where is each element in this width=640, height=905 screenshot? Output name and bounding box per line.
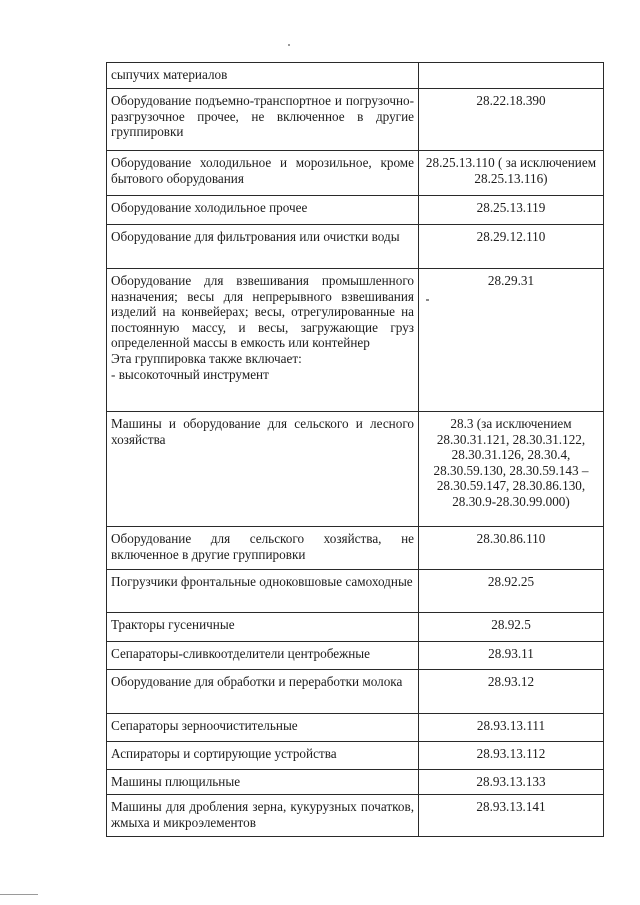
equipment-name-cell: Тракторы гусеничные: [107, 613, 419, 642]
footer-rule: [0, 894, 38, 895]
table-row: [107, 269, 604, 412]
table-row: [107, 742, 604, 770]
okpd-code-cell: 28.93.13.111: [419, 714, 604, 742]
okpd-code-cell: [419, 63, 604, 89]
okpd-code-cell: 28.22.18.390: [419, 89, 604, 151]
table-row: [107, 527, 604, 570]
table-row: [107, 570, 604, 613]
equipment-name-cell: Машины для дробления зерна, кукурузных початков, жмыха и микроэлементов: [107, 795, 419, 837]
equipment-name-cell: Оборудование холодильное и морозильное, кроме бытового оборудования: [107, 151, 419, 196]
okpd-code-cell: 28.93.13.133: [419, 770, 604, 795]
equipment-name-cell: сыпучих материалов: [107, 63, 419, 89]
table-row: [107, 613, 604, 642]
table-row: [107, 795, 604, 837]
table-row: [107, 642, 604, 670]
okpd-code-cell: 28.93.13.112: [419, 742, 604, 770]
equipment-name-cell: Аспираторы и сортирующие устройства: [107, 742, 419, 770]
okpd-code-cell: 28.25.13.119: [419, 196, 604, 225]
okpd-code-cell: 28.3 (за исключением 28.30.31.121, 28.30.31.122, 28.30.31.126, 28.30.4, 28.30.59.130, 28.30.59.143 – 28.30.59.147, 28.30.86.130, 28.30.9-28.30.99.000): [419, 412, 604, 527]
equipment-name-cell: Сепараторы-сливкоотделители центробежные: [107, 642, 419, 670]
equipment-name-cell: Оборудование подъемно-транспортное и погрузочно-разгрузочное прочее, не включенное в другие группировки: [107, 89, 419, 151]
table-row: [107, 63, 604, 89]
equipment-name-cell: Сепараторы зерноочистительные: [107, 714, 419, 742]
equipment-name-cell: Оборудование холодильное прочее: [107, 196, 419, 225]
table-row: [107, 225, 604, 269]
okpd-code-cell: 28.93.11: [419, 642, 604, 670]
equipment-name-cell: Машины и оборудование для сельского и лесного хозяйства: [107, 412, 419, 527]
equipment-name-cell: Оборудование для фильтрования или очистки воды: [107, 225, 419, 269]
equipment-name-cell: Оборудование для обработки и переработки молока: [107, 670, 419, 714]
equipment-name-cell: Оборудование для взвешивания промышленного назначения; весы для непрерывного взвешивания изделий на конвейерах; весы, отрегулированные на постоянную массу, и весы, загружающие груз определенной массы в емкость или контейнер Эта группировка также включает: - высокоточный инструмент: [107, 269, 419, 412]
equipment-code-table: [106, 62, 604, 837]
okpd-code-cell: 28.92.5: [419, 613, 604, 642]
table-row: [107, 770, 604, 795]
okpd-code-cell: 28.92.25: [419, 570, 604, 613]
table-row: [107, 714, 604, 742]
okpd-code-cell: 28.29.31: [419, 269, 604, 412]
okpd-code-cell: 28.93.12: [419, 670, 604, 714]
okpd-code-cell: 28.29.12.110: [419, 225, 604, 269]
table-row: [107, 196, 604, 225]
table-row: [107, 89, 604, 151]
table-row: [107, 412, 604, 527]
scan-dot: [288, 44, 290, 46]
table-row: [107, 151, 604, 196]
equipment-name-cell: Погрузчики фронтальные одноковшовые самоходные: [107, 570, 419, 613]
equipment-name-cell: Машины плющильные: [107, 770, 419, 795]
okpd-code-cell: 28.93.13.141: [419, 795, 604, 837]
equipment-name-cell: Оборудование для сельского хозяйства, не включенное в другие группировки: [107, 527, 419, 570]
okpd-code-cell: 28.25.13.110 ( за исключением 28.25.13.116): [419, 151, 604, 196]
okpd-code-cell: 28.30.86.110: [419, 527, 604, 570]
table-row: [107, 670, 604, 714]
